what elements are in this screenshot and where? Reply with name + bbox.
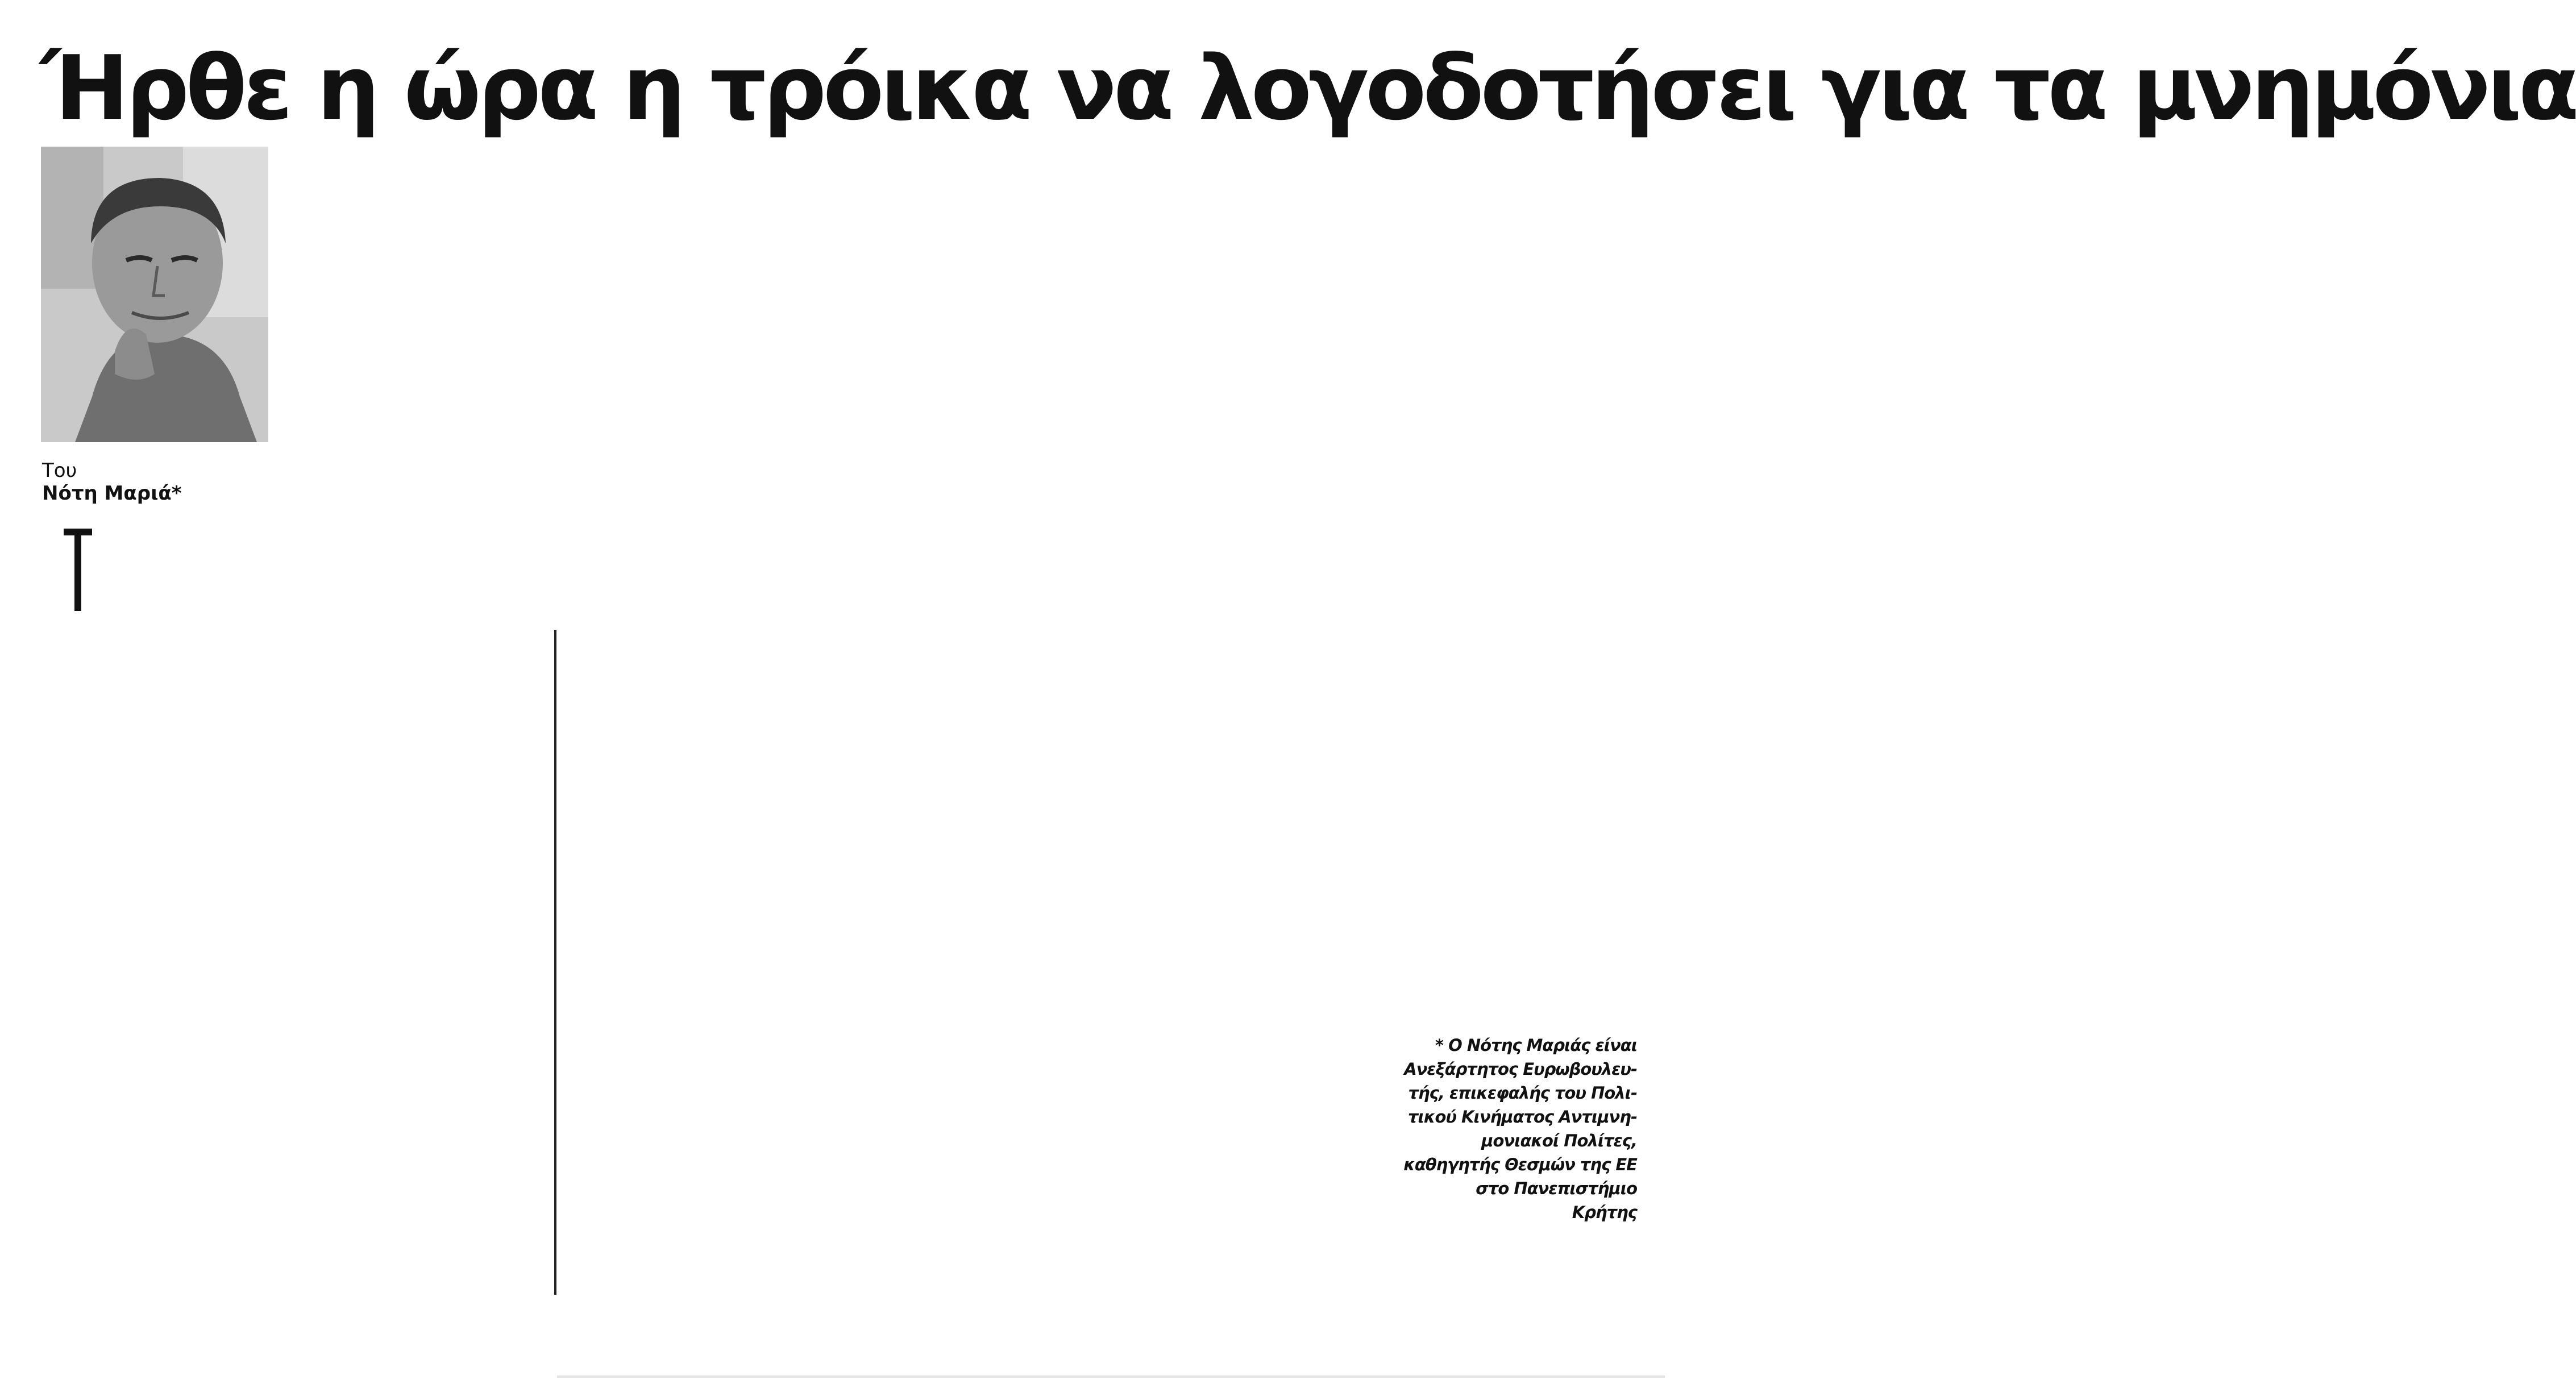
byline-prefix: Του	[42, 459, 77, 482]
author-photo	[41, 147, 268, 442]
drop-cap	[64, 529, 92, 611]
article-headline: Ήρθε η ώρα η τρόικα να λογοδοτήσει για τα μνημόνια	[40, 36, 2576, 140]
byline-author: Νότη Μαριά*	[42, 482, 182, 505]
scan-edge	[557, 1375, 1665, 1378]
portrait-image	[41, 147, 268, 442]
author-note: * Ο Νότης Μαριάς είναι Ανεξάρτητος Ευρωβουλευ- τής, επικεφαλής του Πολι- τικού Κινήματος Αντιμνη- μονιακοί Πολίτες, καθηγητής Θεσμών της ΕΕ στο Πανεπιστήμιο Κρήτης	[1403, 1036, 1637, 1222]
column-rule	[554, 630, 556, 1295]
